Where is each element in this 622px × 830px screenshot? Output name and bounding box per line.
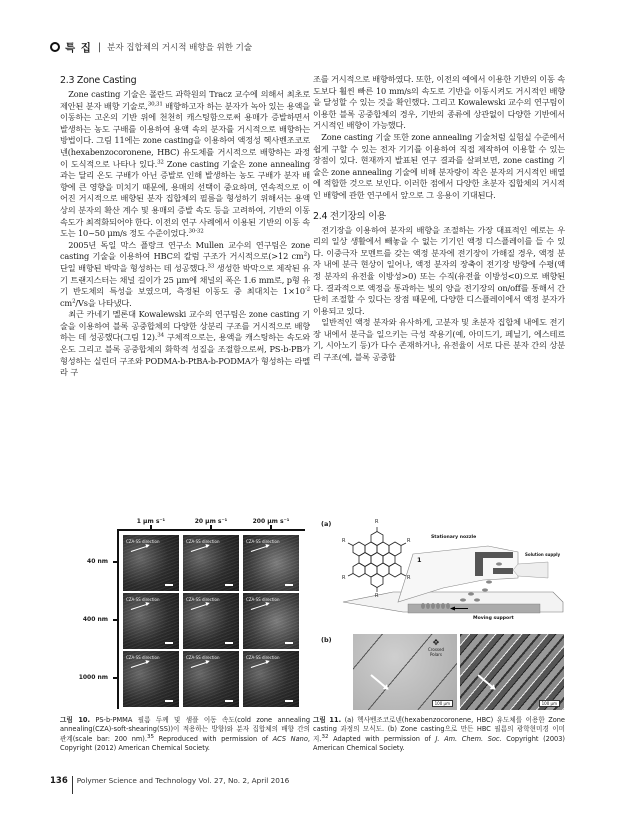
scale-bar: 100 μm xyxy=(539,700,560,707)
figure-11-caption: 그림 11. (a) 헥사벤조코로넨(hexabenzocoronene, HBC) 유도체를 이용한 Zone casting 과정의 모식도. (b) Zone casting으로 만든 HBC 필름의 광학현미경 이미지.$^{32}$ Adapted with permission of J. Am. Chem. Soc. Copyright (2003) American Chemical Society. xyxy=(313,716,565,753)
running-header xyxy=(50,40,252,54)
micrograph-panel: CZA-SS direction xyxy=(123,651,179,707)
figure-10-caption: 그림 10. PS-b-PMMA 필름 두께 및 샘플 이동 속도(cold zone annealing annealing(CZA)-soft-shearing(SS))이 적용하는 방향)와 분자 집합체의 배향 간의 관계(scale bar: 200 nm).$^{35}$ Reproduced with permission of ACS Nano, Copyright (2012) American Chemical Society. xyxy=(60,716,310,753)
direction-arrow-icon xyxy=(191,603,209,610)
header-topic: 분자 집합체의 거시적 배향을 위한 기술 xyxy=(107,43,253,53)
page-footer xyxy=(50,776,289,794)
journal-citation: Polymer Science and Technology Vol. 27, No. 2, April 2016 xyxy=(76,776,290,785)
figure-10 xyxy=(60,518,310,710)
paragraph: 2005년 독일 막스 플랑크 연구소 Mullen 교수의 연구팀은 zone casting 기술을 이용하여 HBC의 칼럼 구조가 거시적으로(>12 $cm^2$) 단일 배향된 박막을 형성하는 데 성공했다.$^{33}$ 생성한 박막으로 제작된 유기 트랜지스터는 채널 길이가 25 μm에 채널의 폭은 1.6 mm로, p형 유기 반도체의 특성을 보였으며, 측정된 이동도 중 최대치는 $1\times 10^{-2}$ $cm^2/Vs$을 나타냈다. xyxy=(60,239,310,308)
scale-bar xyxy=(225,700,233,702)
scale-bar xyxy=(285,584,293,586)
direction-arrow-icon xyxy=(370,674,387,688)
direction-arrow-icon xyxy=(191,661,209,668)
y-tick xyxy=(113,561,118,563)
compound-number: 1 xyxy=(417,556,422,564)
direction-arrow-icon xyxy=(131,603,149,610)
section-title-2-3: 2.3 Zone Casting xyxy=(60,75,137,86)
scale-bar xyxy=(285,700,293,702)
paragraph: 조를 거시적으로 배향하였다. 또한, 이전의 예에서 이용한 기반의 이동 속도보다 훨씬 빠른 10 mm/s의 속도로 기반을 이동시켜도 거시적인 배향을 달성할 수 있는 것을 확인했다. 그리고 Kowalewski 교수의 연구팀이 이용한 블록 공중합체의 경우, 기반의 종류에 상관없이 다양한 기반에서 거시적인 배향이 가능했다. xyxy=(313,74,565,131)
row-label: 40 nm xyxy=(87,558,108,565)
left-column xyxy=(60,74,310,506)
nozzle-label: Stationary nozzle xyxy=(431,535,477,540)
scale-bar xyxy=(285,642,293,644)
crossed-polars-legend: ✥ Crossed Polars xyxy=(423,638,449,657)
scale-bar: 100 μm xyxy=(432,700,453,707)
scale-bar xyxy=(225,642,233,644)
substituent-r: R xyxy=(407,538,411,544)
scale-bar xyxy=(165,584,173,586)
x-tick xyxy=(150,525,152,530)
direction-arrow-icon xyxy=(191,545,209,552)
paragraph: Zone casting 기술 또한 zone annealing 기술처럼 실험실 수준에서 쉽게 구할 수 있는 전자 기기를 이용하여 직접 제작하여 이용할 수 있는 장점이 있다. 현재까지 발표된 연구 결과를 살펴보면, zone casting 기술은 zone annealing 기술에 비해 분자량이 작은 분자의 거시적인 배열에 적합한 것으로 보인다. 이러한 점에서 다양한 초분자 집합체의 거시적인 배향에 관한 연구에서 앞으로 그 응용이 기대된다. xyxy=(313,131,565,200)
optical-micrograph-left xyxy=(353,634,457,710)
section-title-2-4: 2.4 전기장의 이용 xyxy=(313,210,386,222)
y-tick xyxy=(113,619,118,621)
y-tick xyxy=(113,677,118,679)
header-separator: | xyxy=(97,41,102,53)
solution-label: Solution supply xyxy=(525,552,561,557)
right-column xyxy=(313,74,565,506)
row-label: 1000 nm xyxy=(78,674,108,681)
micrograph-panel: CZA-SS direction xyxy=(243,535,299,591)
crossed-arrows-icon: ✥ xyxy=(432,638,440,647)
paragraph: 최근 카네기 멜론대 Kowalewski 교수의 연구팀은 zone casting 기술을 이용하여 블록 공중합체의 다양한 상분리 구조를 거시적으로 배향하는 데 성공했다(그림 12).$^{34}$ 구체적으로는, 용액을 캐스팅하는 속도와 온도 그리고 블록 공중합체의 화학적 성질을 조절함으로써, PS-b-PB가 형성하는 실린더 구조와 PODMA-b-PtBA-b-PODMA가 형성하는 라멜라 구 xyxy=(60,309,310,378)
direction-arrow-icon xyxy=(131,661,149,668)
paragraph: Zone casting 기술은 폴란드 과학원의 Tracz 교수에 의해서 최초로 제안된 분자 배향 기술로,$^{30,31}$ 배향하고자 하는 분자가 녹아 있는 용액을 이동하는 고온의 기반 위에 천천히 캐스팅함으로써 용매가 증발하면서 발생하는 농도 구배를 이용하여 용액 속의 분자를 거시적으로 배향하는 방법이다. 그림 11에는 zone casting을 이용하여 액정성 헥사벤조코로넨(hexabenzocoronene, HBC) 유도체를 거시적으로 배향하는 과정이 도식적으로 나타나 있다.$^{32}$ Zone casting 기술은 zone annealing과는 달리 온도 구배가 아닌 증발로 인해 발생하는 농도 구배가 분자 배향에 큰 영향을 미치기 때문에, 용매의 선택이 중요하며, 연속적으로 이어진 거시적으로 배향된 분자 집합체의 필름을 형성하기 위해서는 용액상의 분자의 확산 계수 및 용매의 증발 속도 등을 고려하여, 기반의 이동 속도가 최적화되어야 한다. 이전의 연구 사례에서 이용된 기반의 이동 속도는 10~50 μm/s 정도 수준이었다.$^{30-32}$ xyxy=(60,89,310,239)
direction-arrow-icon xyxy=(251,545,269,552)
direction-arrow-icon xyxy=(251,661,269,668)
substituent-r: R xyxy=(375,519,379,525)
panel-tag-a: (a) xyxy=(321,520,332,528)
circle-bullet-icon xyxy=(50,42,60,52)
micrograph-panel: CZA-SS direction xyxy=(123,535,179,591)
column-label: 20 μm s⁻¹ xyxy=(194,518,228,525)
paragraph: 전기장을 이용하여 분자의 배향을 조절하는 가장 대표적인 예로는 우리의 일상 생활에서 빼놓을 수 없는 기기인 액정 디스플레이를 들 수 있다. 이중극자 모멘트를 갖는 액정 분자에 전기장이 가해질 경우, 액정 분자 내에 분극 현상이 일어나, 액정 분자의 장축이 전기장 방향에 수평(액정 분자의 유전율 이방성>0) 또는 수직(유전율 이방성<0)으로 배향된다. 결과적으로 액정을 통과하는 빛의 양을 전기장의 on/off를 통해서 간단히 조절할 수 있다는 장점 때문에, 다양한 디스플레이에서 액정 분자가 이용되고 있다. xyxy=(313,224,565,316)
direction-arrow-icon xyxy=(251,603,269,610)
direction-arrow-icon xyxy=(131,545,149,552)
substituent-r: R xyxy=(342,575,346,581)
x-tick xyxy=(210,525,212,530)
substituent-r: R xyxy=(407,575,411,581)
column-label: 200 μm s⁻¹ xyxy=(252,518,290,525)
micrograph-panel: CZA-SS direction xyxy=(183,535,239,591)
panel-tag-b: (b) xyxy=(321,636,332,644)
x-tick xyxy=(270,525,272,530)
hbc-molecule-icon xyxy=(348,527,406,592)
micrograph-panel: CZA-SS direction xyxy=(123,593,179,649)
page-number: 136 xyxy=(50,776,68,786)
special-issue-label: 특 집 xyxy=(65,41,92,54)
direction-arrow-icon xyxy=(477,674,494,688)
scale-bar xyxy=(225,584,233,586)
paragraph: 일반적인 액정 분자와 유사하게, 고분자 및 초분자 집합체 내에도 전기장 내에서 분극을 일으키는 극성 작용기(예, 아미드기, 페닐기, 에스테르기, 시아노기 등)가 다수 존재하거나, 유전율이 서로 다른 분자 간의 상분리 구조(예, 블록 공중합 xyxy=(313,317,565,363)
micrograph-panel: CZA-SS direction xyxy=(183,593,239,649)
micrograph-panel: CZA-SS direction xyxy=(243,593,299,649)
moving-support-label: Moving support xyxy=(473,616,514,621)
column-label: 1 μm s⁻¹ xyxy=(136,518,166,525)
micrograph-panel: CZA-SS direction xyxy=(243,651,299,707)
scale-bar xyxy=(165,642,173,644)
optical-micrograph-right xyxy=(460,634,564,710)
substituent-r: R xyxy=(342,538,346,544)
footer-divider xyxy=(72,776,73,794)
figure-11 xyxy=(313,518,565,712)
scale-bar xyxy=(165,700,173,702)
solution-supply-arrow-icon xyxy=(513,562,548,578)
micrograph-panel: CZA-SS direction xyxy=(183,651,239,707)
substituent-r: R xyxy=(375,593,379,599)
row-label: 400 nm xyxy=(82,616,108,623)
